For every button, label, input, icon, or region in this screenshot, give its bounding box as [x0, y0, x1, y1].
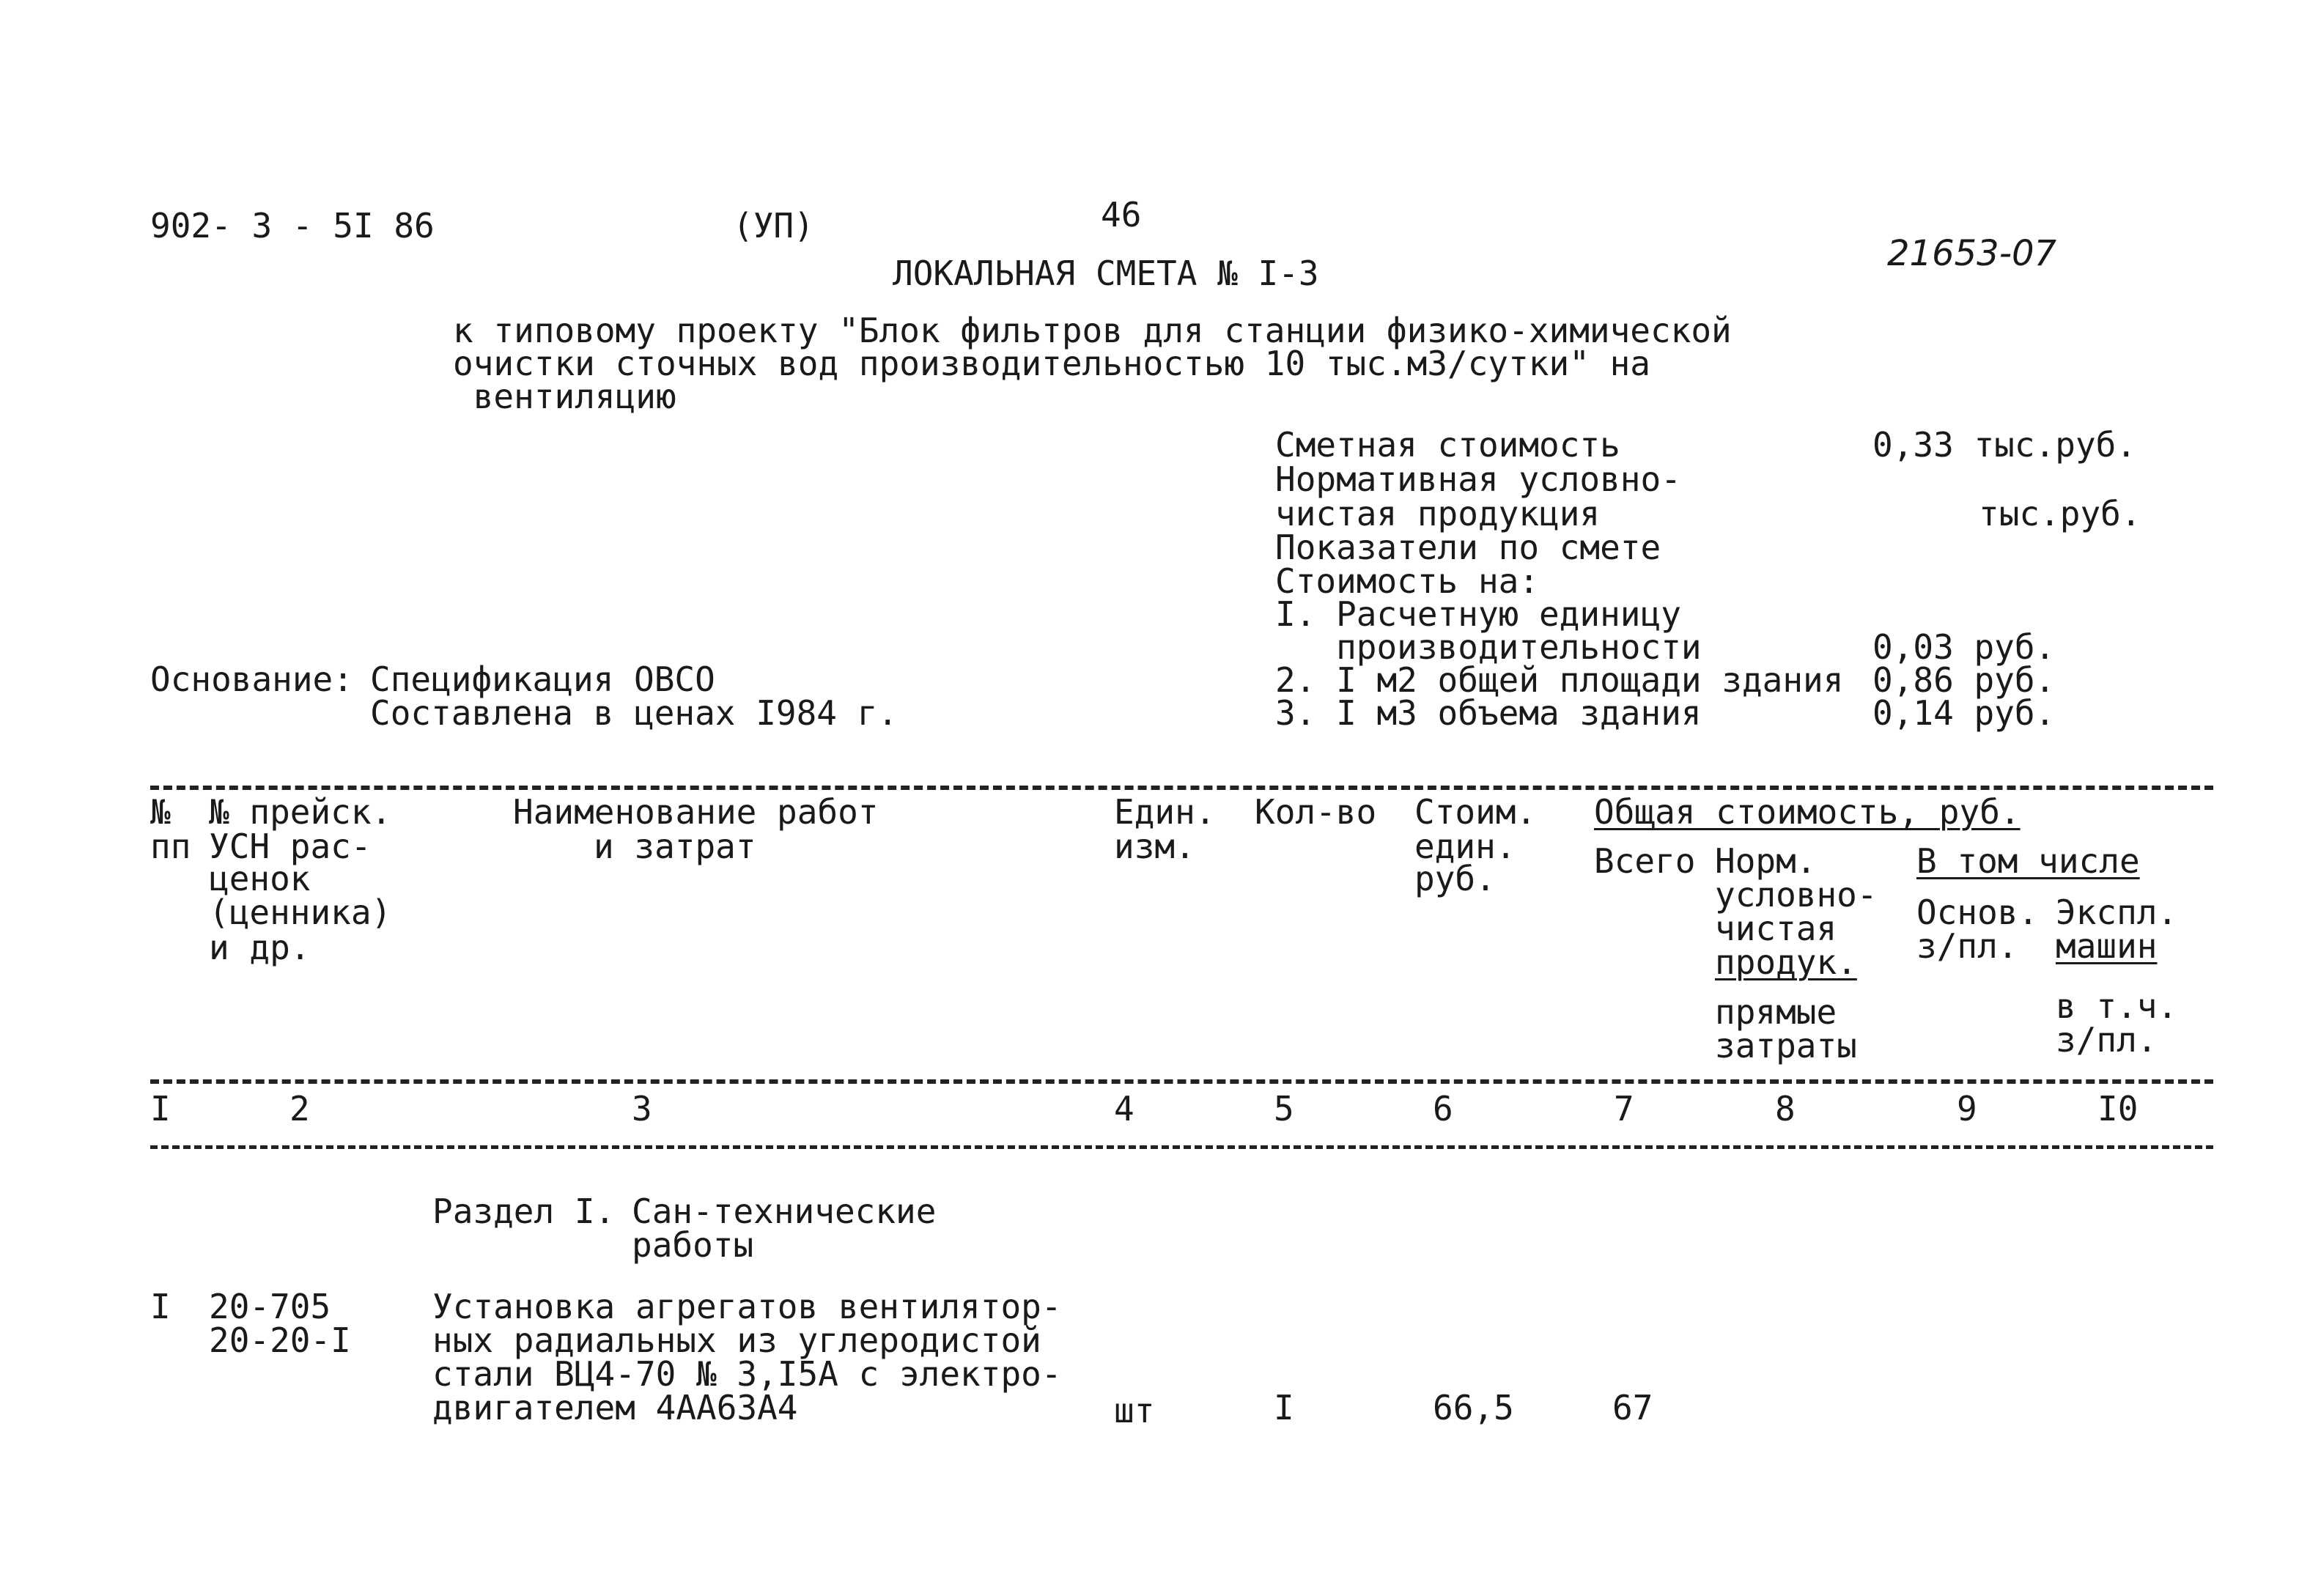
column-number: 4 — [1114, 1089, 1134, 1128]
column-number: I — [150, 1089, 171, 1128]
header-direct-costs: прямые — [1715, 992, 1837, 1032]
document-code: 902- 3 - 5I 86 — [150, 206, 435, 245]
volume-cost: 0,14 руб. — [1872, 693, 2056, 733]
basis-label: Основание: — [150, 660, 353, 699]
header-price-code: ценок — [209, 859, 311, 898]
basis-specification: Спецификация ОВСО — [370, 660, 715, 699]
row-price-code: 20-20-I — [209, 1320, 351, 1360]
header-unit-cost: един. — [1414, 827, 1516, 866]
header-unit: изм. — [1114, 827, 1195, 866]
description-line: вентиляцию — [453, 377, 676, 416]
section-title: Сан-технические — [632, 1192, 937, 1231]
summary-line: Нормативная условно- — [1275, 459, 1681, 499]
summary-line: Показатели по смете — [1275, 528, 1661, 567]
header-price-code: и др. — [209, 928, 311, 967]
column-number: 3 — [632, 1089, 652, 1128]
header-bottom-rule — [150, 1079, 2213, 1084]
summary-line: I. Расчетную единицу — [1275, 594, 1681, 634]
basis-prices: Составлена в ценах I984 г. — [370, 693, 898, 733]
header-price-code: УСН рас- — [209, 827, 372, 866]
summary-line: Стоимость на: — [1275, 561, 1540, 601]
section-label: Раздел I. — [432, 1192, 616, 1231]
header-machine-operation: машин — [2056, 926, 2158, 966]
header-price-code: (ценника) — [209, 893, 392, 932]
row-number: I — [150, 1287, 171, 1326]
header-machine-operation: Экспл. — [2056, 893, 2178, 932]
estimate-cost-value: 0,33 тыс.руб. — [1872, 425, 2137, 465]
row-price-code: 20-705 — [209, 1287, 331, 1326]
column-number: 7 — [1614, 1089, 1634, 1128]
row-total-cost: 67 — [1612, 1388, 1653, 1427]
column-number: 9 — [1957, 1089, 1977, 1128]
row-work-name: двигателем 4АА63А4 — [432, 1388, 798, 1427]
column-number: 2 — [289, 1089, 310, 1128]
header-unit-cost: руб. — [1414, 859, 1496, 898]
description-line: очистки сточных вод производительностью 10 тыс.м3/сутки" на — [453, 344, 1650, 383]
header-net-production: условно- — [1715, 875, 1878, 915]
header-net-production: продук. — [1715, 942, 1857, 982]
header-num: пп — [150, 827, 191, 866]
header-machine-salary: в т.ч. — [2056, 986, 2178, 1026]
header-unit-cost: Стоим. — [1414, 792, 1537, 832]
header-num: № — [150, 792, 171, 832]
page-number: 46 — [1101, 195, 1142, 234]
header-base-salary: з/пл. — [1916, 926, 2018, 966]
column-number: 6 — [1433, 1089, 1453, 1128]
section-title: работы — [632, 1225, 754, 1265]
header-including-group: В том числе — [1916, 841, 2140, 881]
header-machine-salary: з/пл. — [2056, 1020, 2158, 1060]
row-unit: шт — [1114, 1391, 1155, 1430]
column-number: I0 — [2097, 1089, 2139, 1128]
header-base-salary: Основ. — [1916, 893, 2039, 932]
column-numbers-rule — [150, 1145, 2213, 1149]
row-work-name: ных радиальных из углеродистой — [432, 1320, 1041, 1360]
album-label: (УП) — [733, 206, 814, 245]
row-work-name: Установка агрегатов вентилятор- — [432, 1287, 1062, 1326]
header-work-name: Наименование работ — [513, 792, 879, 832]
inventory-number: 21653-07 — [1887, 233, 2057, 274]
unit-capacity-cost: 0,03 руб. — [1872, 627, 2056, 667]
summary-line: 3. I м3 объема здания — [1275, 693, 1702, 733]
header-total: Всего — [1594, 841, 1696, 881]
summary-line: Сметная стоимость — [1275, 425, 1620, 465]
description-line: к типовому проекту "Блок фильтров для станции физико-химической — [453, 311, 1732, 350]
document-title: ЛОКАЛЬНАЯ СМЕТА № I-3 — [893, 254, 1319, 293]
column-number: 8 — [1775, 1089, 1796, 1128]
header-net-production: чистая — [1715, 909, 1837, 948]
row-quantity: I — [1274, 1388, 1294, 1427]
area-cost: 0,86 руб. — [1872, 660, 2056, 700]
row-unit-cost: 66,5 — [1433, 1388, 1514, 1427]
header-unit: Един. — [1114, 792, 1216, 832]
table-top-rule — [150, 786, 2213, 790]
summary-line: чистая продукция — [1275, 494, 1601, 533]
header-price-code: № прейск. — [209, 792, 392, 832]
header-net-production: Норм. — [1715, 841, 1817, 881]
column-number: 5 — [1274, 1089, 1294, 1128]
summary-line: производительности — [1275, 627, 1702, 667]
row-work-name: стали ВЦ4-70 № 3,I5А с электро- — [432, 1354, 1062, 1394]
header-work-name: и затрат — [594, 827, 756, 866]
header-total-cost-group: Общая стоимость, руб. — [1594, 792, 2021, 832]
header-quantity: Кол-во — [1255, 792, 1377, 832]
header-direct-costs: затраты — [1715, 1026, 1857, 1065]
net-production-value: тыс.руб. — [1979, 494, 2141, 533]
summary-line: 2. I м2 общей площади здания — [1275, 660, 1844, 700]
